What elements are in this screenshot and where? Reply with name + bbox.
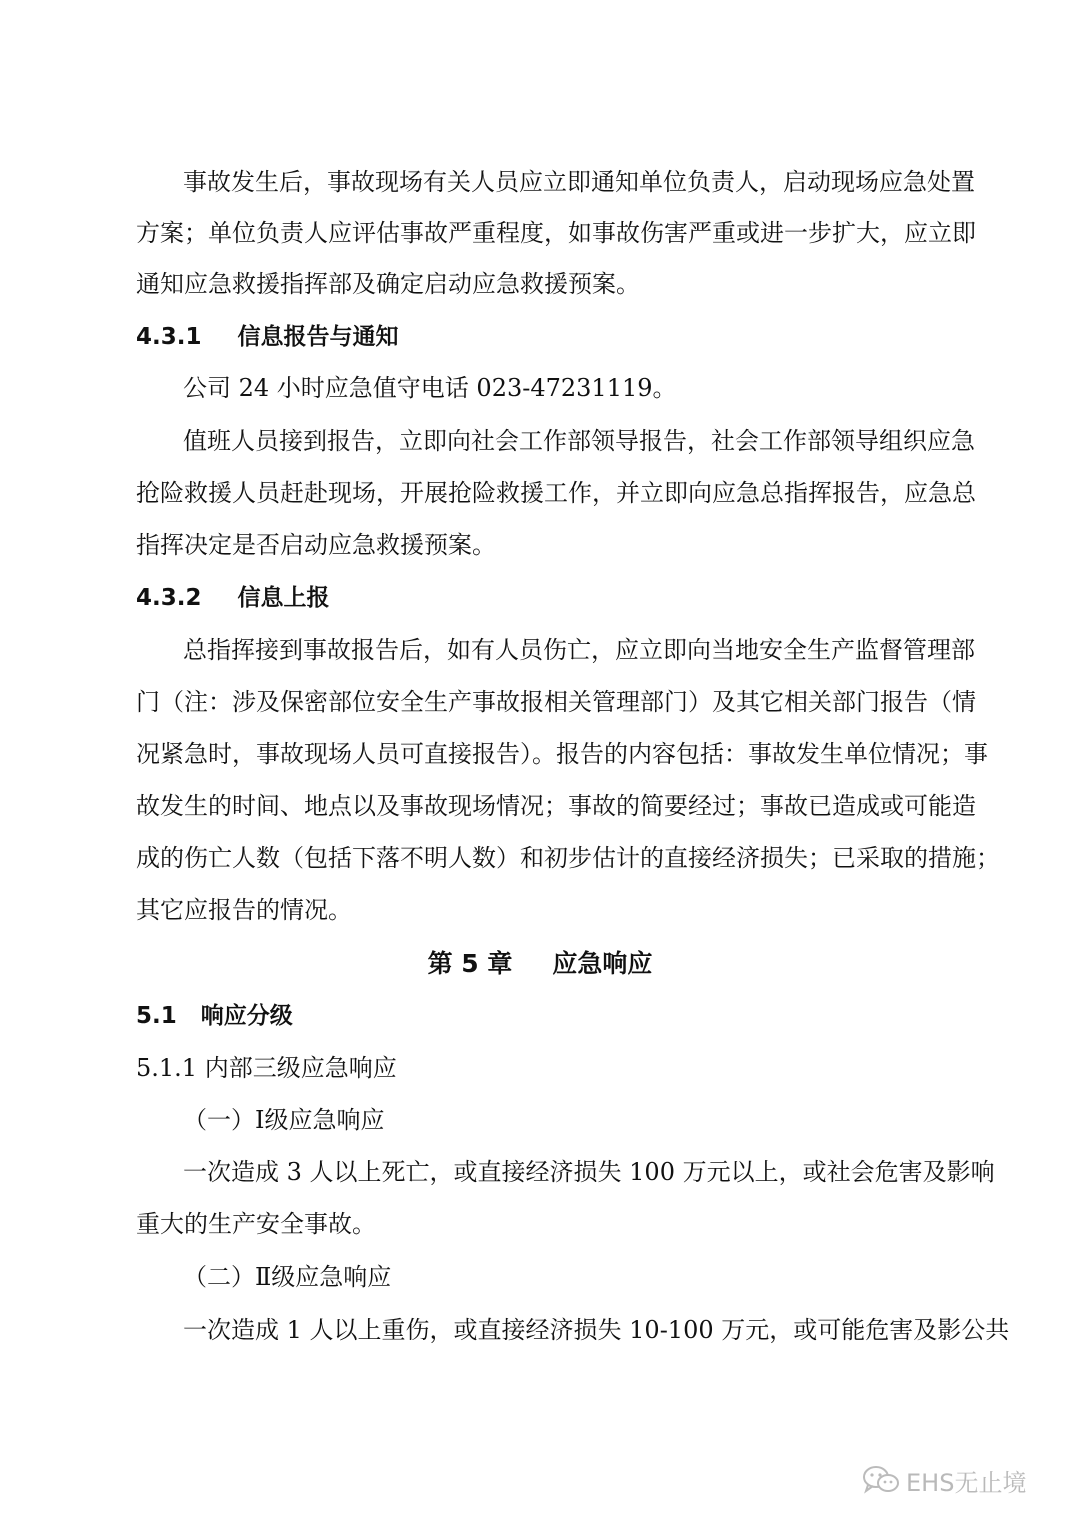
paragraph-line: 成的伤亡人数（包括下落不明人数）和初步估计的直接经济损失；已采取的措施； <box>136 844 1000 872</box>
paragraph-line: 其它应报告的情况。 <box>136 896 352 924</box>
section-heading-4-3-1 <box>136 321 966 353</box>
wechat-icon <box>862 1465 900 1495</box>
paragraph-line: 重大的生产安全事故。 <box>136 1210 376 1238</box>
watermark-text: EHS无止境 <box>906 1468 1027 1497</box>
section-number: 4.3.1 <box>136 324 202 350</box>
paragraph-line: 事故发生后，事故现场有关人员应立即通知单位负责人，启动现场应急处置 <box>183 168 975 196</box>
section-heading-5-1 <box>136 1000 966 1032</box>
paragraph-line: 方案；单位负责人应评估事故严重程度，如事故伤害严重或进一步扩大，应立即 <box>136 219 976 247</box>
section-heading-4-3-2 <box>136 582 966 614</box>
section-title: 信息报告与通知 <box>237 324 399 350</box>
paragraph-line: 总指挥接到事故报告后，如有人员伤亡，应立即向当地安全生产监督管理部 <box>183 636 975 664</box>
section-number: 5.1 <box>136 1003 177 1029</box>
section-number: 4.3.2 <box>136 585 202 611</box>
paragraph-line: 值班人员接到报告，立即向社会工作部领导报告，社会工作部领导组织应急 <box>183 427 975 455</box>
chapter-title: 应急响应 <box>552 949 653 978</box>
paragraph-line: 指挥决定是否启动应急救援预案。 <box>136 531 496 559</box>
watermark <box>862 1462 1026 1498</box>
chapter-number: 第 5 章 <box>427 949 513 978</box>
chapter-heading <box>0 948 1080 980</box>
paragraph-line: 故发生的时间、地点以及事故现场情况；事故的简要经过；事故已造成或可能造 <box>136 792 976 820</box>
paragraph-line: 抢险救援人员赶赴现场，开展抢险救援工作，并立即向应急总指挥报告，应急总 <box>136 479 976 507</box>
section-title: 响应分级 <box>200 1003 293 1029</box>
level-heading-1: （一）Ⅰ级应急响应 <box>183 1106 385 1134</box>
paragraph-line: 门（注：涉及保密部位安全生产事故报相关管理部门）及其它相关部门报告（情 <box>136 688 976 716</box>
section-title: 信息上报 <box>237 585 330 611</box>
subsection-heading-5-1-1: 5.1.1 内部三级应急响应 <box>136 1054 397 1082</box>
paragraph-line: 通知应急救援指挥部及确定启动应急救援预案。 <box>136 270 640 298</box>
paragraph-line: 况紧急时，事故现场人员可直接报告）。报告的内容包括：事故发生单位情况；事 <box>136 740 988 768</box>
paragraph-line: 一次造成 3 人以上死亡，或直接经济损失 100 万元以上，或社会危害及影响 <box>183 1158 995 1186</box>
level-heading-2: （二）Ⅱ级应急响应 <box>183 1263 392 1291</box>
paragraph-line: 一次造成 1 人以上重伤，或直接经济损失 10-100 万元，或可能危害及影公共 <box>183 1316 1010 1344</box>
paragraph-line: 公司 24 小时应急值守电话 023-47231119。 <box>183 374 677 402</box>
